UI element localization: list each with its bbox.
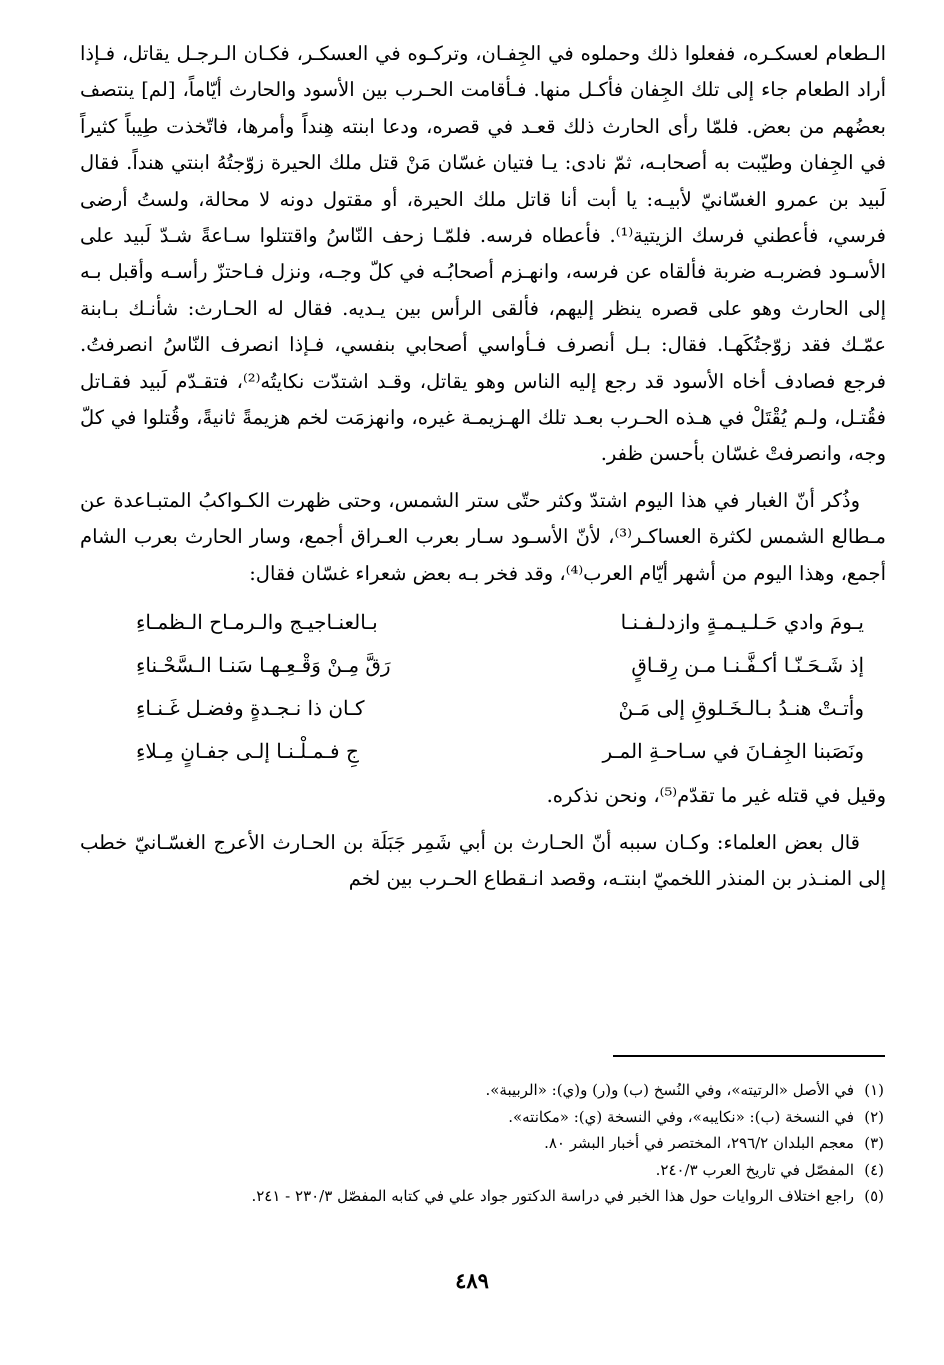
footnote-text: معجم البلدان ٢٩٦/٢، المختصر في أخبار البشر ٨٠. <box>544 1134 854 1152</box>
footnote-divider <box>613 1055 885 1057</box>
footnote-text: راجع اختلاف الروايات حول هذا الخبر في دراسة الدكتور جواد علي في كتابه المفصّل ٢٣٠/٣ - ٢٤١. <box>251 1187 854 1205</box>
footnote <box>64 1130 884 1157</box>
verse-second-hemistich: رَقَّ مِـنْ وَقْـعِـهـا سَنـا الـسَّحْـناءِ <box>136 652 391 677</box>
poem <box>80 600 886 772</box>
poem-verse <box>80 729 886 772</box>
verse-first-hemistich: يـومَ وادي حَـلـيـمـةٍ وازدلـفـنـا <box>620 609 864 634</box>
footnotes <box>64 1077 884 1210</box>
footnote-number: (٤) <box>864 1160 884 1179</box>
verse-first-hemistich: وأتـتْ هنـدُ بـالـخَـلوقِ إلى مَـنْ <box>618 695 864 720</box>
paragraph-2: وذُكر أنّ الغبار في هذا اليوم اشتدّ وكثر حتّى ستر الشمس، وحتى ظهرت الكـواكبُ المتبـاعدة عن مـطالع الشمس لكثرة العساكـر⁽³⁾، لأنّ الأسـود سـار بعرب العـراق أجمع، وسار الحارث بعرب الشام أجمع، وهذا اليوم من أشهر أيّام العرب⁽⁴⁾، وقد فخر بـه بعض شعراء غسّان فقال: <box>80 488 886 585</box>
page-number: ٤٨٩ <box>455 1268 489 1293</box>
footnote-text: في الأصل «الرتيته»، وفي النُسخ (ب) و(ر) و(ي): «الربيبة». <box>485 1081 854 1099</box>
paragraph-3: وقيل في قتله غير ما تقدّم⁽⁵⁾، ونحن نذكره. <box>546 784 886 808</box>
footnote <box>64 1104 884 1131</box>
footnote <box>64 1077 884 1104</box>
verse-second-hemistich: كـان ذا نـجـدةٍ وفضـل غَـنـاءِ <box>136 695 365 720</box>
footnote-text: المفصّل في تاريخ العرب ٢٤٠/٣. <box>655 1160 854 1179</box>
verse-first-hemistich: إذ شَـحَـنّـا أكـفَّـنـا مـن رِقـاقٍ <box>631 652 864 677</box>
paragraph-4: قال بعض العلماء: وكـان سببه أنّ الحـارث بن أبي شَمِر جَبَلَة بن الحـارث الأعرج الغسّـانيّ خطب إلى المنـذر بن المنذر اللخميّ ابنتـه، وقصد انـقطاع الحـرب بين لخم <box>80 830 886 890</box>
poem-verse <box>80 643 886 686</box>
footnote <box>64 1157 884 1184</box>
footnote-number: (١) <box>864 1081 884 1099</box>
paragraph-1: الـطعام لعسكـره، ففعلوا ذلك وحملوه في الجِفـان، وتركـوه في العسكـر، فكـان الـرجـل يقاتل، فـإذا أراد الطعام جاء إلى تلك الجِفان فأكـل منها. فـأقامت الحـرب بين الأسود والحارث أيّاماً، [لم] ينتصف بعضُهم من بعض. فلمّا رأى الحارث ذلك قعـد في قصره، ودعا ابنته هِنداً وأمرها، فاتّخذت طِيباً كثيراً في الجِفان وطيّبت به أصحابـه، ثمّ نادى: يـا فتيان غسّان مَنْ قتل ملك الحيرة زوّجتُهُ ابنتي هنداً. فقال لَبيد بن عمرو الغسّانيّ لأبيـه: يا أبت أنا قاتل ملك الحيرة، أو مقتول دونه لا محالة، ولستُ أرضى فرسي، فأعطني فرسك الزيتية⁽¹⁾. فأعطاه فرسه. فلمّـا زحف النّاسُ واقتتلوا سـاعةً شـدّ لَبيد على الأسـود فضربـه ضربة فألقاه عن فرسه، وانهـزم أصحابُـه في كلّ وجـه، ونزل فـاحتزّ رأسـه وأقبل بـه إلى الحارث وهو على قصره ينظر إليهم، فألقى الرأس بين يـديه. فقال له الحـارث: شأنـك بـابنة عمّـك فقد زوّجتُكَهـا. فقال: بـل أنصرف فـأواسي أصحابي بنفسي، فـإذا انصرف النّاسُ انصرفتُ. فرجع فصادف أخاه الأسود قد رجع إليه الناس وهو يقاتل، وقـد اشتدّت نكايتُه⁽²⁾، فتقـدّم لَبيد فقـاتل فقُتـل، ولـم يُقْتَلْ في هـذه الحـرب بعـد تلك الهـزيمـة غيره، وانهزمَت لخم هزيمةً ثانيةً، وقُتلوا في كلّ وجه، وانصرفتْ غسّان بأحسن ظفر. <box>80 42 886 466</box>
verse-first-hemistich: ونَصَبنا الجِفـانَ في سـاحـةِ المـر <box>602 738 864 763</box>
verse-second-hemistich: جِ فـمـلْـنـا إلـى جفـانٍ مِـلاءِ <box>136 738 359 763</box>
footnote-text: في النسخة (ب): «نكايبه»، وفي النسخة (ي): «مكانته». <box>508 1107 854 1126</box>
verse-second-hemistich: بـالعنـاجيـج والـرمـاح الـظمـاءِ <box>136 609 378 634</box>
footnote-number: (٥) <box>864 1187 884 1205</box>
footnote-number: (٢) <box>864 1107 884 1126</box>
footnote-number: (٣) <box>864 1134 884 1152</box>
main-text <box>80 36 886 897</box>
footnote <box>64 1183 884 1210</box>
poem-verse <box>80 600 886 643</box>
poem-verse <box>80 686 886 729</box>
